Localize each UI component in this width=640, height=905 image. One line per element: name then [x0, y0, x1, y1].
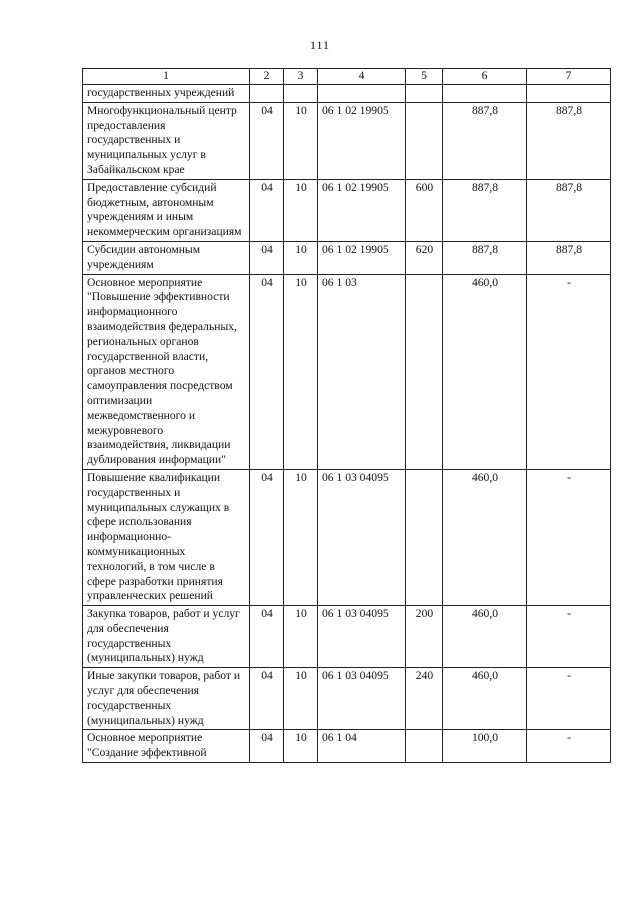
table-row	[83, 606, 611, 668]
expense-type-cell	[406, 274, 443, 469]
row-name-cell: Повышение квалификации государственных и муниципальных служащих в сфере использования информационно-коммуникационных технологий, в том числе в сфере разработки принятия управленческих решений	[83, 469, 250, 605]
target-article-cell: 06 1 02 19905	[318, 179, 406, 241]
target-article-cell: 06 1 03 04095	[318, 668, 406, 730]
amount-col6-cell: 100,0	[443, 730, 527, 763]
amount-col7-cell: -	[527, 606, 611, 668]
subsection-cell: 10	[284, 241, 318, 274]
subsection-cell: 10	[284, 730, 318, 763]
table-row	[83, 274, 611, 469]
amount-col7-cell: -	[527, 668, 611, 730]
amount-col7-cell: -	[527, 469, 611, 605]
section-cell: 04	[250, 606, 284, 668]
amount-col7-cell: 887,8	[527, 241, 611, 274]
table-row	[83, 730, 611, 763]
target-article-cell: 06 1 03 04095	[318, 606, 406, 668]
row-name-cell: Основное мероприятие "Создание эффективной	[83, 730, 250, 763]
subsection-cell	[284, 85, 318, 103]
row-name-cell: Предоставление субсидий бюджетным, автономным учреждениям и иным некоммерческим организациям	[83, 179, 250, 241]
expense-type-cell	[406, 102, 443, 179]
amount-col6-cell: 887,8	[443, 241, 527, 274]
amount-col6-cell: 460,0	[443, 274, 527, 469]
subsection-cell: 10	[284, 469, 318, 605]
table-row	[83, 241, 611, 274]
expense-type-cell: 240	[406, 668, 443, 730]
column-header-7: 7	[527, 69, 611, 85]
row-name-cell: Иные закупки товаров, работ и услуг для обеспечения государственных (муниципальных) нужд	[83, 668, 250, 730]
expense-type-cell: 620	[406, 241, 443, 274]
target-article-cell: 06 1 03	[318, 274, 406, 469]
subsection-cell: 10	[284, 102, 318, 179]
subsection-cell: 10	[284, 179, 318, 241]
section-cell: 04	[250, 469, 284, 605]
expense-type-cell	[406, 730, 443, 763]
budget-table	[82, 68, 611, 763]
section-cell: 04	[250, 730, 284, 763]
column-header-3: 3	[284, 69, 318, 85]
target-article-cell: 06 1 04	[318, 730, 406, 763]
page-number: 111	[309, 38, 331, 52]
table-row	[83, 179, 611, 241]
row-name-cell: государственных учреждений	[83, 85, 250, 103]
expense-type-cell: 200	[406, 606, 443, 668]
subsection-cell: 10	[284, 668, 318, 730]
amount-col6-cell: 460,0	[443, 469, 527, 605]
amount-col7-cell: -	[527, 730, 611, 763]
amount-col6-cell	[443, 85, 527, 103]
table-row	[83, 668, 611, 730]
column-header-2: 2	[250, 69, 284, 85]
target-article-cell: 06 1 02 19905	[318, 102, 406, 179]
amount-col6-cell: 887,8	[443, 179, 527, 241]
amount-col6-cell: 887,8	[443, 102, 527, 179]
target-article-cell	[318, 85, 406, 103]
table-row	[83, 85, 611, 103]
row-name-cell: Субсидии автономным учреждениям	[83, 241, 250, 274]
section-cell: 04	[250, 102, 284, 179]
column-header-1: 1	[83, 69, 250, 85]
amount-col7-cell	[527, 85, 611, 103]
row-name-cell: Основное мероприятие "Повышение эффективности информационного взаимодействия федеральных, региональных органов государственной власти, органов местного самоуправления посредством оптимизации межведомственного и межуровневого взаимодействия, ликвидации дублирования информации"	[83, 274, 250, 469]
section-cell: 04	[250, 241, 284, 274]
column-header-6: 6	[443, 69, 527, 85]
section-cell: 04	[250, 274, 284, 469]
amount-col7-cell: -	[527, 274, 611, 469]
amount-col7-cell: 887,8	[527, 102, 611, 179]
section-cell	[250, 85, 284, 103]
table-row	[83, 469, 611, 605]
subsection-cell: 10	[284, 606, 318, 668]
column-header-4: 4	[318, 69, 406, 85]
target-article-cell: 06 1 02 19905	[318, 241, 406, 274]
column-header-5: 5	[406, 69, 443, 85]
target-article-cell: 06 1 03 04095	[318, 469, 406, 605]
amount-col7-cell: 887,8	[527, 179, 611, 241]
amount-col6-cell: 460,0	[443, 668, 527, 730]
row-name-cell: Закупка товаров, работ и услуг для обеспечения государственных (муниципальных) нужд	[83, 606, 250, 668]
expense-type-cell: 600	[406, 179, 443, 241]
expense-type-cell	[406, 469, 443, 605]
table-header-row	[83, 69, 611, 85]
subsection-cell: 10	[284, 274, 318, 469]
section-cell: 04	[250, 179, 284, 241]
section-cell: 04	[250, 668, 284, 730]
amount-col6-cell: 460,0	[443, 606, 527, 668]
row-name-cell: Многофункциональный центр предоставления государственных и муниципальных услуг в Забайкальском крае	[83, 102, 250, 179]
expense-type-cell	[406, 85, 443, 103]
table-row	[83, 102, 611, 179]
